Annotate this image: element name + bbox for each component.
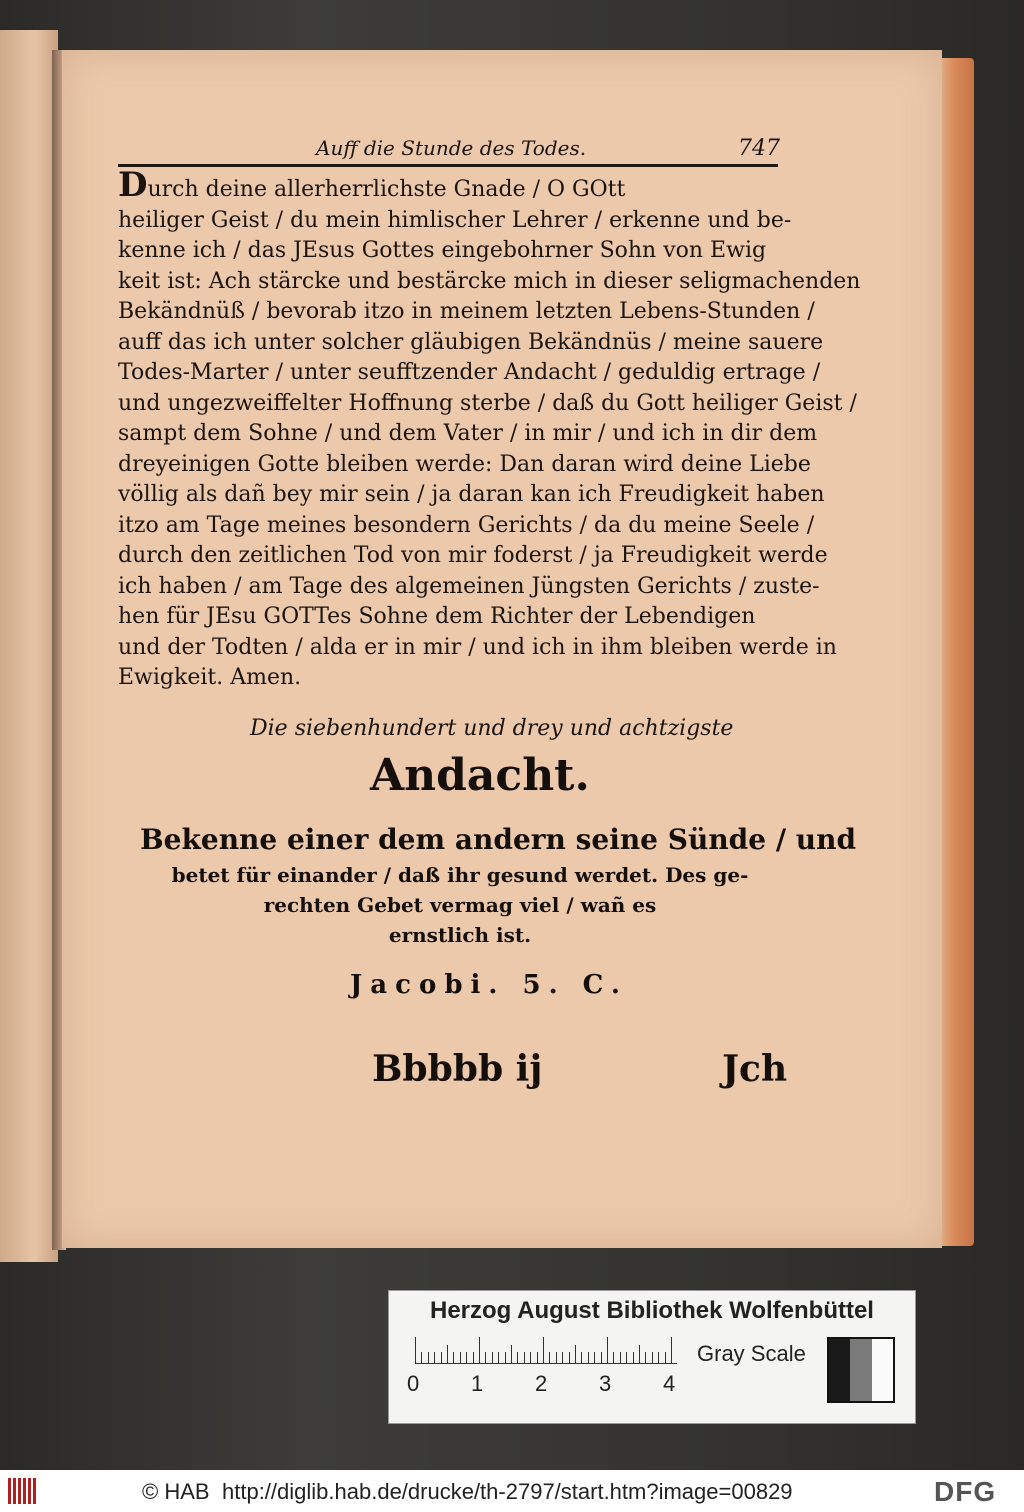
ruler-tick (421, 1352, 422, 1363)
printer-signature: Bbbbb ij (372, 1048, 543, 1090)
catchword: Jch (722, 1048, 788, 1090)
hab-logo-icon (8, 1478, 38, 1504)
ruler-tick (671, 1337, 672, 1363)
previous-page-edge (0, 30, 58, 1262)
ruler-tick (447, 1345, 448, 1363)
ruler-tick (517, 1352, 518, 1363)
ruler-tick (620, 1352, 621, 1363)
ruler-tick (498, 1352, 499, 1363)
ruler-tick (665, 1352, 666, 1363)
ruler-tick (473, 1352, 474, 1363)
ruler-tick (479, 1337, 480, 1363)
ruler-tick (415, 1337, 416, 1363)
ruler-tick (530, 1352, 531, 1363)
ruler-tick (569, 1352, 570, 1363)
gray-swatch (872, 1339, 893, 1401)
gray-swatch (829, 1339, 850, 1401)
library-scale-card (388, 1290, 916, 1424)
ruler-tick (645, 1352, 646, 1363)
ruler-tick (581, 1352, 582, 1363)
page-block-edge (938, 58, 974, 1246)
running-title: Auff die Stunde des Todes. (316, 136, 587, 160)
ruler-number: 2 (535, 1371, 548, 1396)
ruler-tick (428, 1352, 429, 1363)
andacht-title: Andacht. (370, 750, 590, 801)
ruler-tick (441, 1352, 442, 1363)
text-line: sampt dem Sohne / und dem Vater / in mir / und ich in dir dem (118, 421, 818, 446)
prayer-text (118, 165, 861, 694)
gray-scale-swatches (827, 1337, 895, 1403)
ruler-tick (453, 1352, 454, 1363)
text-line: und ungezweiffelter Hoffnung sterbe / daß du Gott heiliger Geist / (118, 390, 857, 416)
motto-line: ernstlich ist. (388, 923, 532, 947)
ruler-number: 4 (663, 1371, 676, 1396)
ruler-tick (511, 1345, 512, 1363)
text-line: dreyeinigen Gotte bleiben werde: Dan daran wird deine Liebe (118, 451, 811, 477)
section-heading: Die siebenhundert und drey und achtzigste (250, 716, 734, 741)
bible-reference: Jacobi. 5. C. (350, 970, 628, 1000)
text-line: völlig als dañ bey mir sein / ja daran kan ich Freudigkeit haben (118, 482, 825, 507)
dfg-logo: DFG (934, 1476, 997, 1507)
text-line: Bekändnüß / bevorab itzo in meinem letzten Lebens-Stunden / (118, 299, 815, 324)
text-line: ich haben / am Tage des algemeinen Jüngsten Gerichts / zuste- (118, 573, 820, 599)
copyright-text: © HAB (142, 1479, 210, 1504)
ruler-tick (466, 1352, 467, 1363)
ruler-tick (543, 1337, 544, 1363)
motto-line: Bekenne einer dem andern seine Sünde / und (140, 823, 857, 856)
page-number: 747 (738, 136, 780, 161)
motto-line: betet für einander / daß ihr gesund werdet. Des ge- (171, 863, 749, 887)
text-line: und der Todten / alda er in mir / und ich in ihm bleiben werde in (118, 634, 837, 660)
ruler-tick (434, 1352, 435, 1363)
cm-ruler (415, 1337, 677, 1364)
library-name: Herzog August Bibliothek Wolfenbüttel (430, 1297, 874, 1324)
ruler-tick (639, 1345, 640, 1363)
ruler-number: 1 (471, 1371, 484, 1396)
text-line: kenne ich / das JEsus Gottes eingebohrner Sohn von Ewig (118, 238, 767, 263)
source-url[interactable]: http://diglib.hab.de/drucke/th-2797/start.htm?image=00829 (222, 1479, 793, 1504)
ruler-tick (601, 1352, 602, 1363)
footer-bar (0, 1470, 1024, 1512)
ruler-tick (549, 1352, 550, 1363)
ruler-tick (652, 1352, 653, 1363)
text-line: heiliger Geist / du mein himlischer Lehrer / erkenne und be- (118, 207, 792, 233)
text-line: Todes-Marter / unter seufftzender Andacht / geduldig ertrage / (118, 360, 821, 385)
ruler-tick (562, 1352, 563, 1363)
text-line: auff das ich unter solcher gläubigen Bekändnüs / meine sauere (118, 329, 824, 355)
ruler-tick (460, 1352, 461, 1363)
ruler-tick (633, 1352, 634, 1363)
ruler-tick (626, 1352, 627, 1363)
text-line: Ewigkeit. Amen. (118, 665, 302, 690)
ruler-tick (607, 1337, 608, 1363)
ruler-number: 3 (599, 1371, 612, 1396)
ruler-number: 0 (407, 1371, 420, 1396)
ruler-tick (505, 1352, 506, 1363)
ruler-tick (658, 1352, 659, 1363)
text-line: itzo am Tage meines besondern Gerichts / da du meine Seele / (118, 512, 815, 538)
ruler-tick (524, 1352, 525, 1363)
ruler-tick (556, 1352, 557, 1363)
text-line: Durch deine allerherrlichste Gnade / O GOtt (118, 165, 626, 205)
scripture-motto (140, 820, 857, 950)
text-line: hen für JEsu GOTTes Sohne dem Richter der Lebendigen (118, 604, 756, 629)
ruler-tick (492, 1352, 493, 1363)
running-head (118, 132, 780, 166)
gray-swatch (850, 1339, 871, 1401)
ruler-tick (485, 1352, 486, 1363)
ruler-tick (613, 1352, 614, 1363)
ruler-tick (594, 1352, 595, 1363)
ruler-tick (537, 1352, 538, 1363)
drop-capital: D (118, 165, 148, 205)
ruler-tick (588, 1352, 589, 1363)
text-line: keit ist: Ach stärcke und bestärcke mich in dieser seligmachenden (118, 268, 861, 294)
head-rule (118, 164, 778, 167)
text-line: durch den zeitlichen Tod von mir foderst / ja Freudigkeit werde (118, 543, 828, 568)
motto-line: rechten Gebet vermag viel / wañ es (263, 893, 657, 917)
ruler-tick (575, 1345, 576, 1363)
gray-scale-label: Gray Scale (697, 1341, 806, 1366)
